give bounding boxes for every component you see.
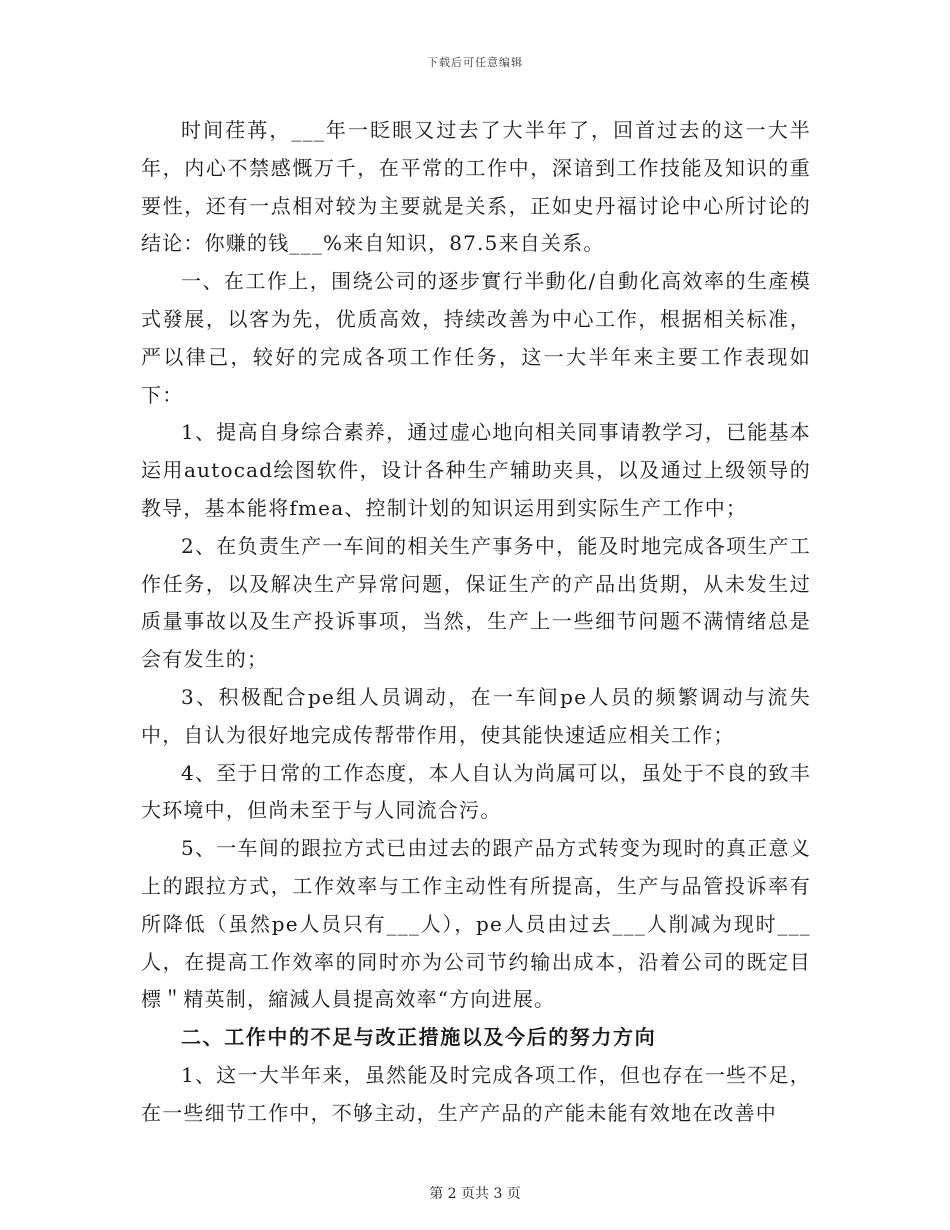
- page-number: 第 2 页共 3 页: [429, 1186, 521, 1202]
- section-one-paragraph: 一、在工作上，围绕公司的逐步實行半動化/自動化高效率的生產模式發展，以客为先，优质高效，持续改善为中心工作，根据相关标准，严以律己，较好的完成各项工作任务，这一大半年来主要工作表现如下：: [141, 269, 811, 407]
- item-3-paragraph: 3、积极配合pe组人员调动，在一车间pe人员的频繁调动与流失中，自认为很好地完成传帮带作用，使其能快速适应相关工作；: [141, 684, 811, 747]
- item-1-paragraph: 1、提高自身综合素养，通过虚心地向相关同事请教学习，已能基本运用autocad绘图软件，设计各种生产辅助夹具，以及通过上级领导的教导，基本能将fmea、控制计划的知识运用到实际生产工作中；: [141, 420, 811, 520]
- page-header: 下载后可任意编辑: [427, 56, 523, 69]
- section-two-heading: 二、工作中的不足与改正措施以及今后的努力方向: [181, 1025, 657, 1050]
- item-2-paragraph: 2、在负责生产一车间的相关生产事务中，能及时地完成各项生产工作任务，以及解决生产异常问题，保证生产的产品出货期，从未发生过质量事故以及生产投诉事项，当然，生产上一些细节问题不满情绪总是会有发生的；: [141, 533, 811, 672]
- item-5-paragraph: 5、一车间的跟拉方式已由过去的跟产品方式转变为现时的真正意义上的跟拉方式，工作效率与工作主动性有所提高，生产与品管投诉率有所降低（虽然pe人员只有___人），pe人员由过去___人削减为现时___人，在提高工作效率的同时亦为公司节约输出成本，沿着公司的既定目標＂精英制，縮減人員提高效率“方向进展。: [141, 836, 811, 1012]
- document-body: [141, 112, 811, 1133]
- item-4-paragraph: 4、至于日常的工作态度，本人自认为尚属可以，虽处于不良的致丰大环境中，但尚未至于与人同流合污。: [141, 760, 811, 823]
- intro-paragraph: 时间荏苒，___年一眨眼又过去了大半年了，回首过去的这一大半年，内心不禁感慨万千，在平常的工作中，深谙到工作技能及知识的重要性，还有一点相对较为主要就是关系，正如史丹福讨论中心所讨论的结论：你赚的钱___%来自知识，87.5来自关系。: [141, 118, 811, 256]
- section-two-item-1-paragraph: 1、这一大半年来，虽然能及时完成各项工作，但也存在一些不足，在一些细节工作中，不够主动，生产产品的产能未能有效地在改善中: [141, 1062, 811, 1125]
